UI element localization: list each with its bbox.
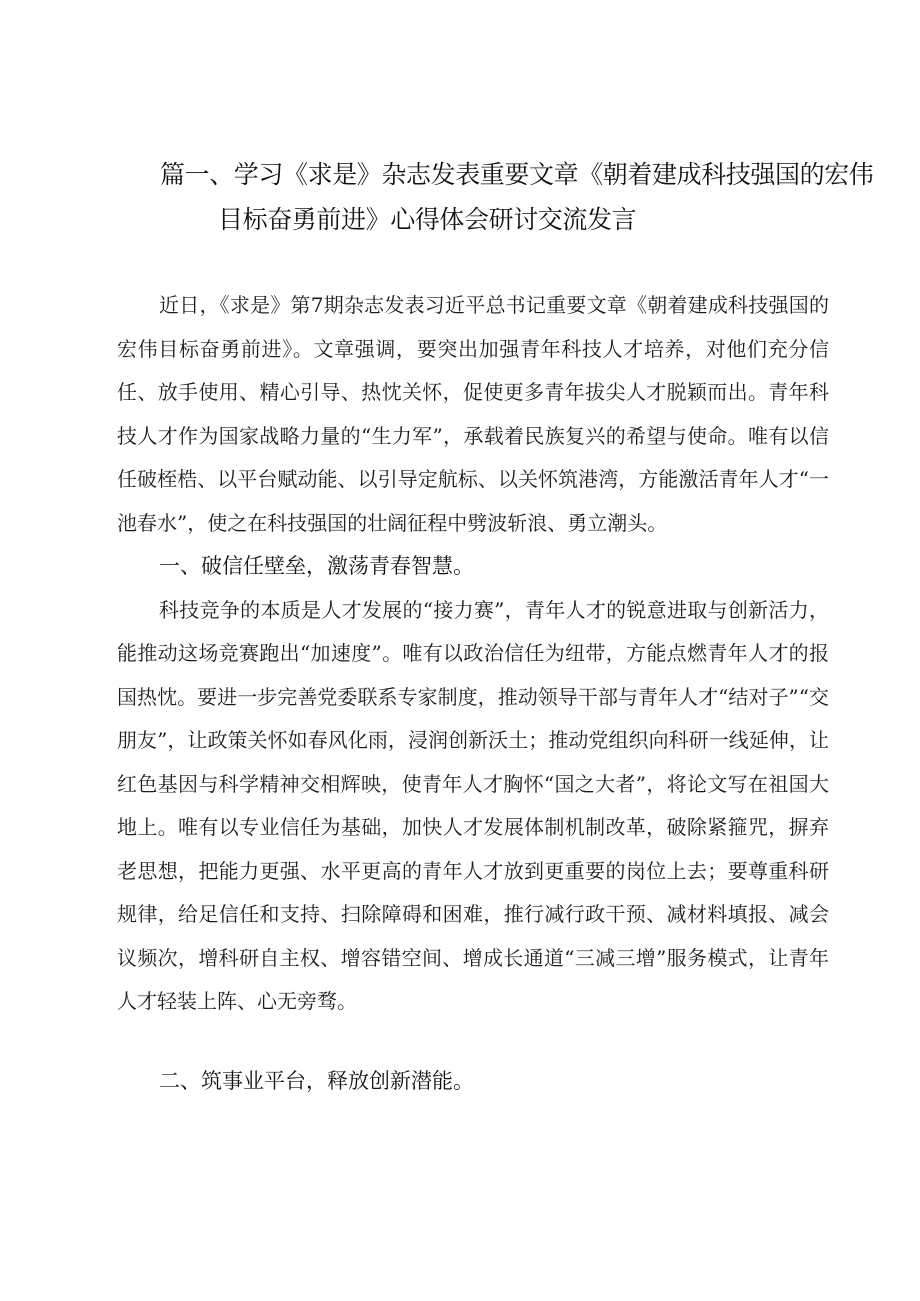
title-line-1: 篇一、学习《求是》杂志发表重要文章《朝着建成科技强国的宏伟 [160, 160, 874, 189]
intro-paragraph: 近日，《求是》第7期杂志发表习近平总书记重要文章《朝着建成科技强国的宏伟目标奋勇前进》。文章强调，要突出加强青年科技人才培养，对他们充分信任、放手使用、精心引导、热忱关怀，促使更多青年拔尖人才脱颖而出。青年科技人才作为国家战略力量的“生力军”，承载着民族复兴的希望与使命。唯有以信任破桎梏、以平台赋动能、以引导定航标、以关怀筑港湾，方能激活青年人才“一池春水”，使之在科技强国的壮阔征程中劈波斩浪、勇立潮头。 [117, 293, 829, 535]
section-1-paragraph: 科技竞争的本质是人才发展的“接力赛”，青年人才的锐意进取与创新活力，能推动这场竞赛跑出“加速度”。唯有以政治信任为纽带，方能点燃青年人才的报国热忱。要进一步完善党委联系专家制度，推动领导干部与青年人才“结对子”“交朋友”，让政策关怀如春风化雨，浸润创新沃土；推动党组织向科研一线延伸，让红色基因与科学精神交相辉映，使青年人才胸怀“国之大者”，将论文写在祖国大地上。唯有以专业信任为基础，加快人才发展体制机制改革，破除紧箍咒，摒弃老思想，把能力更强、水平更高的青年人才放到更重要的岗位上去；要尊重科研规律，给足信任和支持、扫除障碍和困难，推行减行政干预、减材料填报、减会议频次，增科研自主权、增容错空间、增成长通道“三减三增”服务模式，让青年人才轻装上阵、心无旁骛。 [117, 597, 829, 1013]
section-1-heading: 一、破信任壁垒，激荡青春智慧。 [159, 554, 474, 578]
title-line-2: 目标奋勇前进》心得体会研讨交流发言 [218, 205, 637, 234]
document-body [117, 284, 829, 1103]
section-2-heading: 二、筑事业平台，释放创新潜能。 [159, 1068, 474, 1093]
document-title [160, 152, 874, 242]
